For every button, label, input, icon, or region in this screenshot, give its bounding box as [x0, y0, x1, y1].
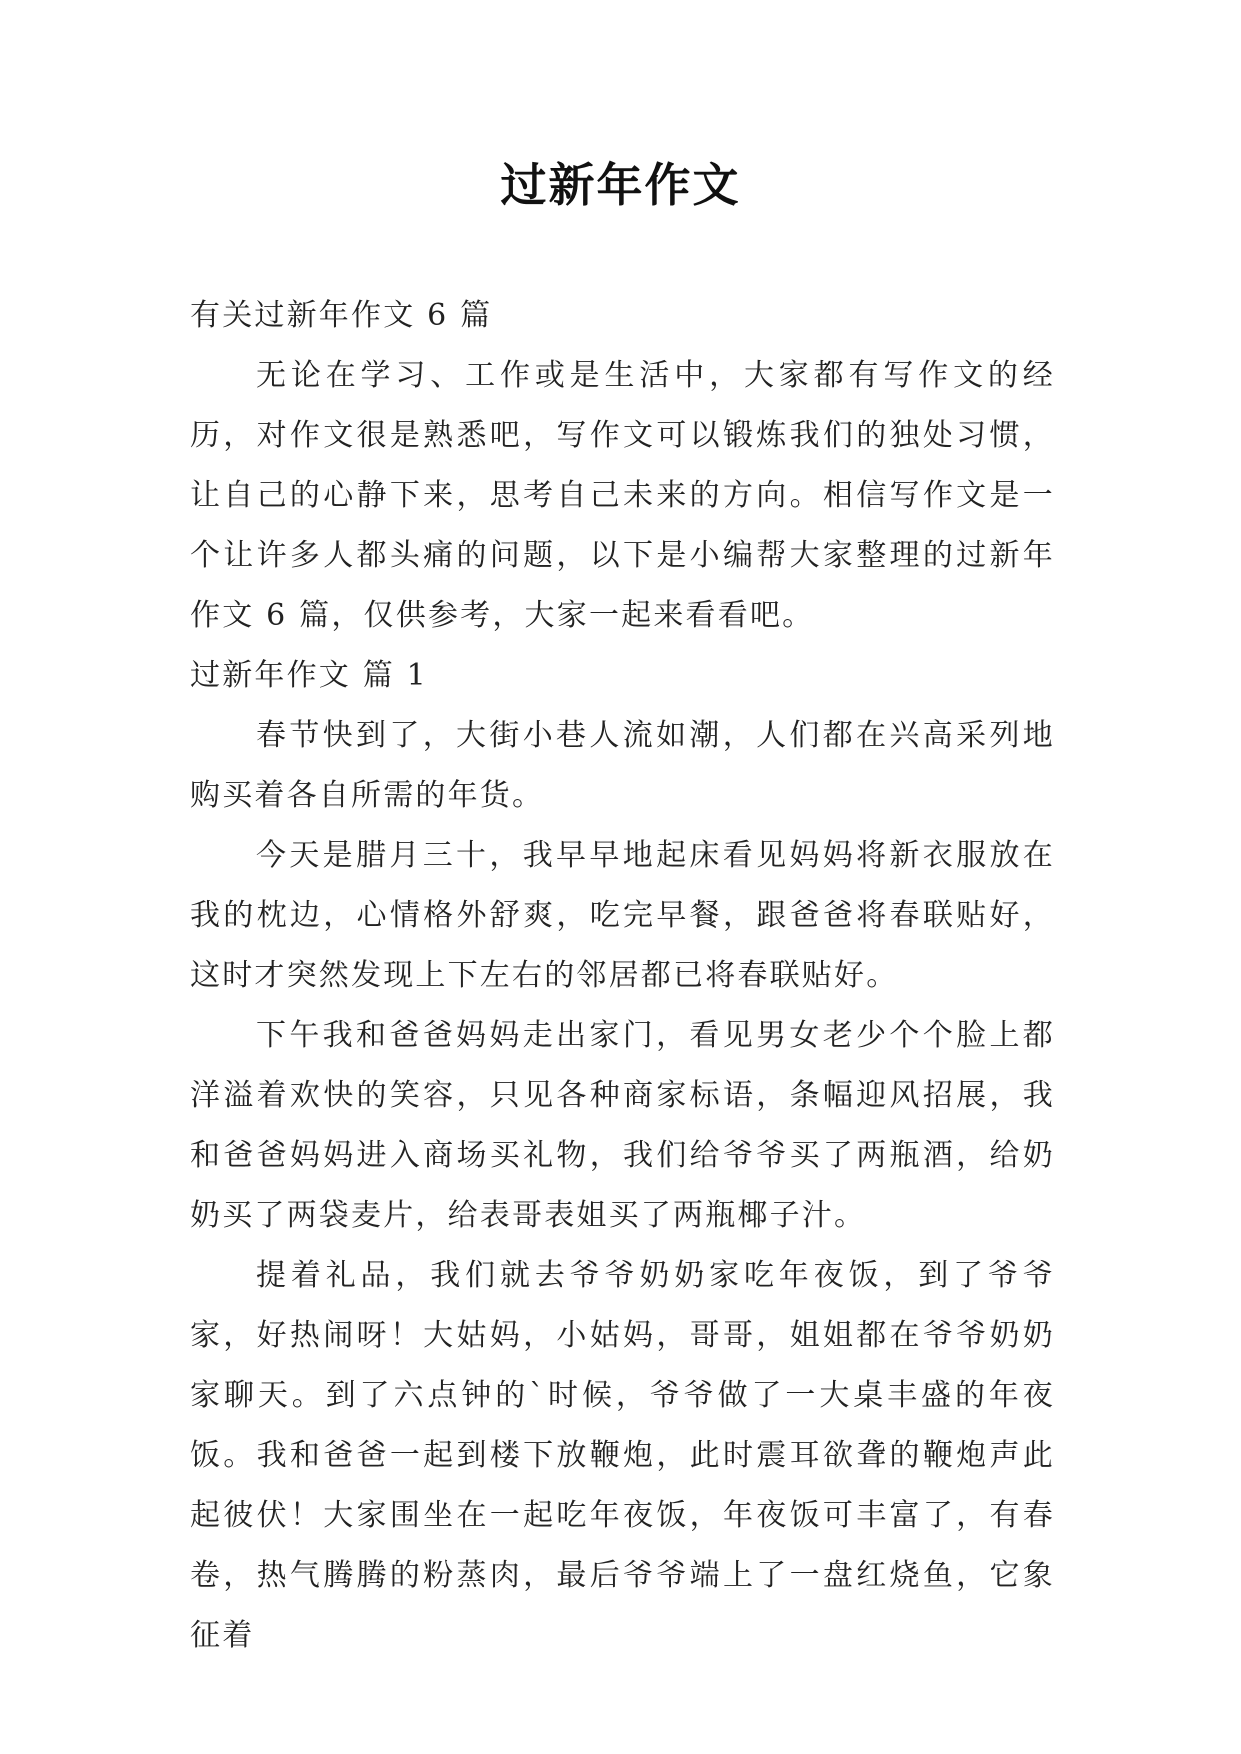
intro-paragraph: 无论在学习、工作或是生活中，大家都有写作文的经历，对作文很是熟悉吧，写作文可以锻炼我们的独处习惯，让自己的心静下来，思考自己未来的方向。相信写作文是一个让许多人都头痛的问题，以下是小编帮大家整理的过新年作文 6 篇，仅供参考，大家一起来看看吧。 — [190, 358, 1055, 633]
document-body — [190, 286, 1055, 1666]
body-paragraph: 下午我和爸爸妈妈走出家门，看见男女老少个个脸上都洋溢着欢快的笑容，只见各种商家标语，条幅迎风招展，我和爸爸妈妈进入商场买礼物，我们给爷爷买了两瓶酒，给奶奶买了两袋麦片，给表哥表姐买了两瓶椰子汁。 — [190, 1018, 1055, 1233]
document-title: 过新年作文 — [500, 158, 741, 212]
body-paragraph: 春节快到了，大街小巷人流如潮，人们都在兴高采列地购买着各自所需的年货。 — [190, 718, 1055, 813]
body-paragraph: 提着礼品，我们就去爷爷奶奶家吃年夜饭，到了爷爷家，好热闹呀！大姑妈，小姑妈，哥哥，姐姐都在爷爷奶奶家聊天。到了六点钟的`时候，爷爷做了一大桌丰盛的年夜饭。我和爸爸一起到楼下放鞭炮，此时震耳欲聋的鞭炮声此起彼伏！大家围坐在一起吃年夜饭，年夜饭可丰富了，有春卷，热气腾腾的粉蒸肉，最后爷爷端上了一盘红烧鱼，它象征着 — [190, 1258, 1055, 1653]
document-subtitle: 有关过新年作文 6 篇 — [190, 298, 493, 333]
body-paragraph: 今天是腊月三十，我早早地起床看见妈妈将新衣服放在我的枕边，心情格外舒爽，吃完早餐，跟爸爸将春联贴好，这时才突然发现上下左右的邻居都已将春联贴好。 — [190, 838, 1055, 993]
section-heading-1: 过新年作文 篇 1 — [190, 658, 428, 693]
